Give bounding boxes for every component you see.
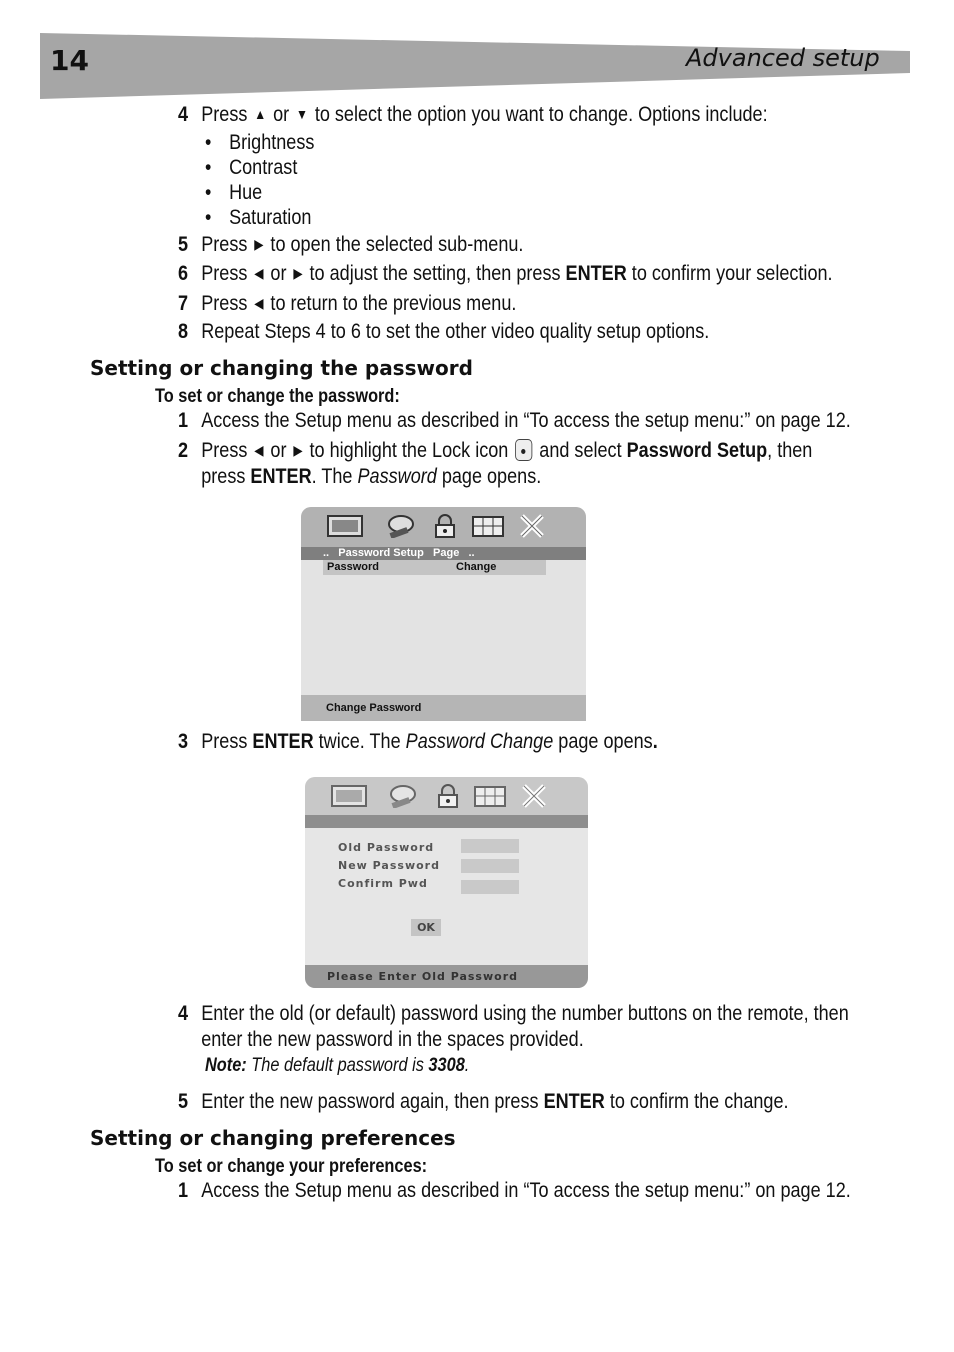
menu-bar [305,815,588,828]
step-5: 5 Press ▶ to open the selected sub-menu. [178,233,524,256]
left-arrow-icon: ◀ [254,295,264,311]
screen-footer: Change Password [301,695,586,721]
step-8: 8 Repeat Steps 4 to 6 to set the other video quality setup options. [178,320,710,343]
menu-icon-bar [301,507,586,547]
disc-icon [386,514,416,538]
right-arrow-icon: ▶ [254,236,264,252]
list-item: • Brightness [205,131,315,154]
tv-icon [326,514,366,538]
old-password-field [461,839,519,853]
right-arrow-icon: ▶ [293,442,303,458]
step-6: 6 Press ◀ or ▶ to adjust the setting, then press ENTER to confirm your selection. [178,262,833,285]
lock-icon [515,439,532,461]
page-number: 14 [50,44,89,77]
old-password-label: Old Password [338,841,435,854]
confirm-password-field [461,880,519,894]
menu-breadcrumb: .. Password Setup Page .. [301,547,586,560]
lock-icon [430,514,460,538]
list-item: • Hue [205,181,263,204]
password-step-1: 1 Access the Setup menu as described in “To access the setup menu:” on page 12. [178,409,851,432]
lock-icon [433,784,463,808]
note: Note: The default password is 3308. [205,1055,470,1076]
preferences-step-1: 1 Access the Setup menu as described in “To access the setup menu:” on page 12. [178,1179,851,1202]
close-icon [519,784,549,808]
list-item: • Saturation [205,206,312,229]
subheading-password: To set or change the password: [155,386,400,407]
step-7: 7 Press ◀ to return to the previous menu. [178,292,517,315]
heading-preferences: Setting or changing preferences [90,1126,456,1150]
new-password-field [461,859,519,873]
down-arrow-icon: ▼ [296,106,308,122]
menu-icon-bar [305,777,588,815]
section-title: Advanced setup [686,44,880,72]
confirm-password-label: Confirm Pwd [338,877,428,890]
new-password-label: New Password [338,859,440,872]
password-step-3: 3 Press ENTER twice. The Password Change page opens. [178,730,658,753]
disc-icon [388,784,418,808]
password-row: Password Change [323,560,546,575]
tv-icon [330,784,370,808]
password-step-4: 4 Enter the old (or default) password using the number buttons on the remote, then enter the new password in the spaces provided. [178,1002,849,1051]
up-arrow-icon: ▲ [254,106,267,122]
right-arrow-icon: ▶ [293,265,303,281]
password-change-screen [305,777,588,988]
heading-password: Setting or changing the password [90,356,473,380]
subheading-preferences: To set or change your preferences: [155,1156,428,1177]
password-setup-screen [301,507,586,721]
screen-footer: Please Enter Old Password [305,965,588,988]
close-icon [517,514,547,538]
password-step-2: 2 Press ◀ or ▶ to highlight the Lock icon and select Password Setup, then press ENTER. The Password page opens. [178,439,813,488]
ok-button: OK [411,919,441,936]
left-arrow-icon: ◀ [254,265,264,281]
grid-icon [471,514,505,538]
grid-icon [473,784,507,808]
list-item: • Contrast [205,156,298,179]
step-4: 4 Press ▲ or ▼ to select the option you want to change. Options include: [178,103,768,126]
left-arrow-icon: ◀ [254,442,264,458]
password-step-5: 5 Enter the new password again, then press ENTER to confirm the change. [178,1090,789,1113]
